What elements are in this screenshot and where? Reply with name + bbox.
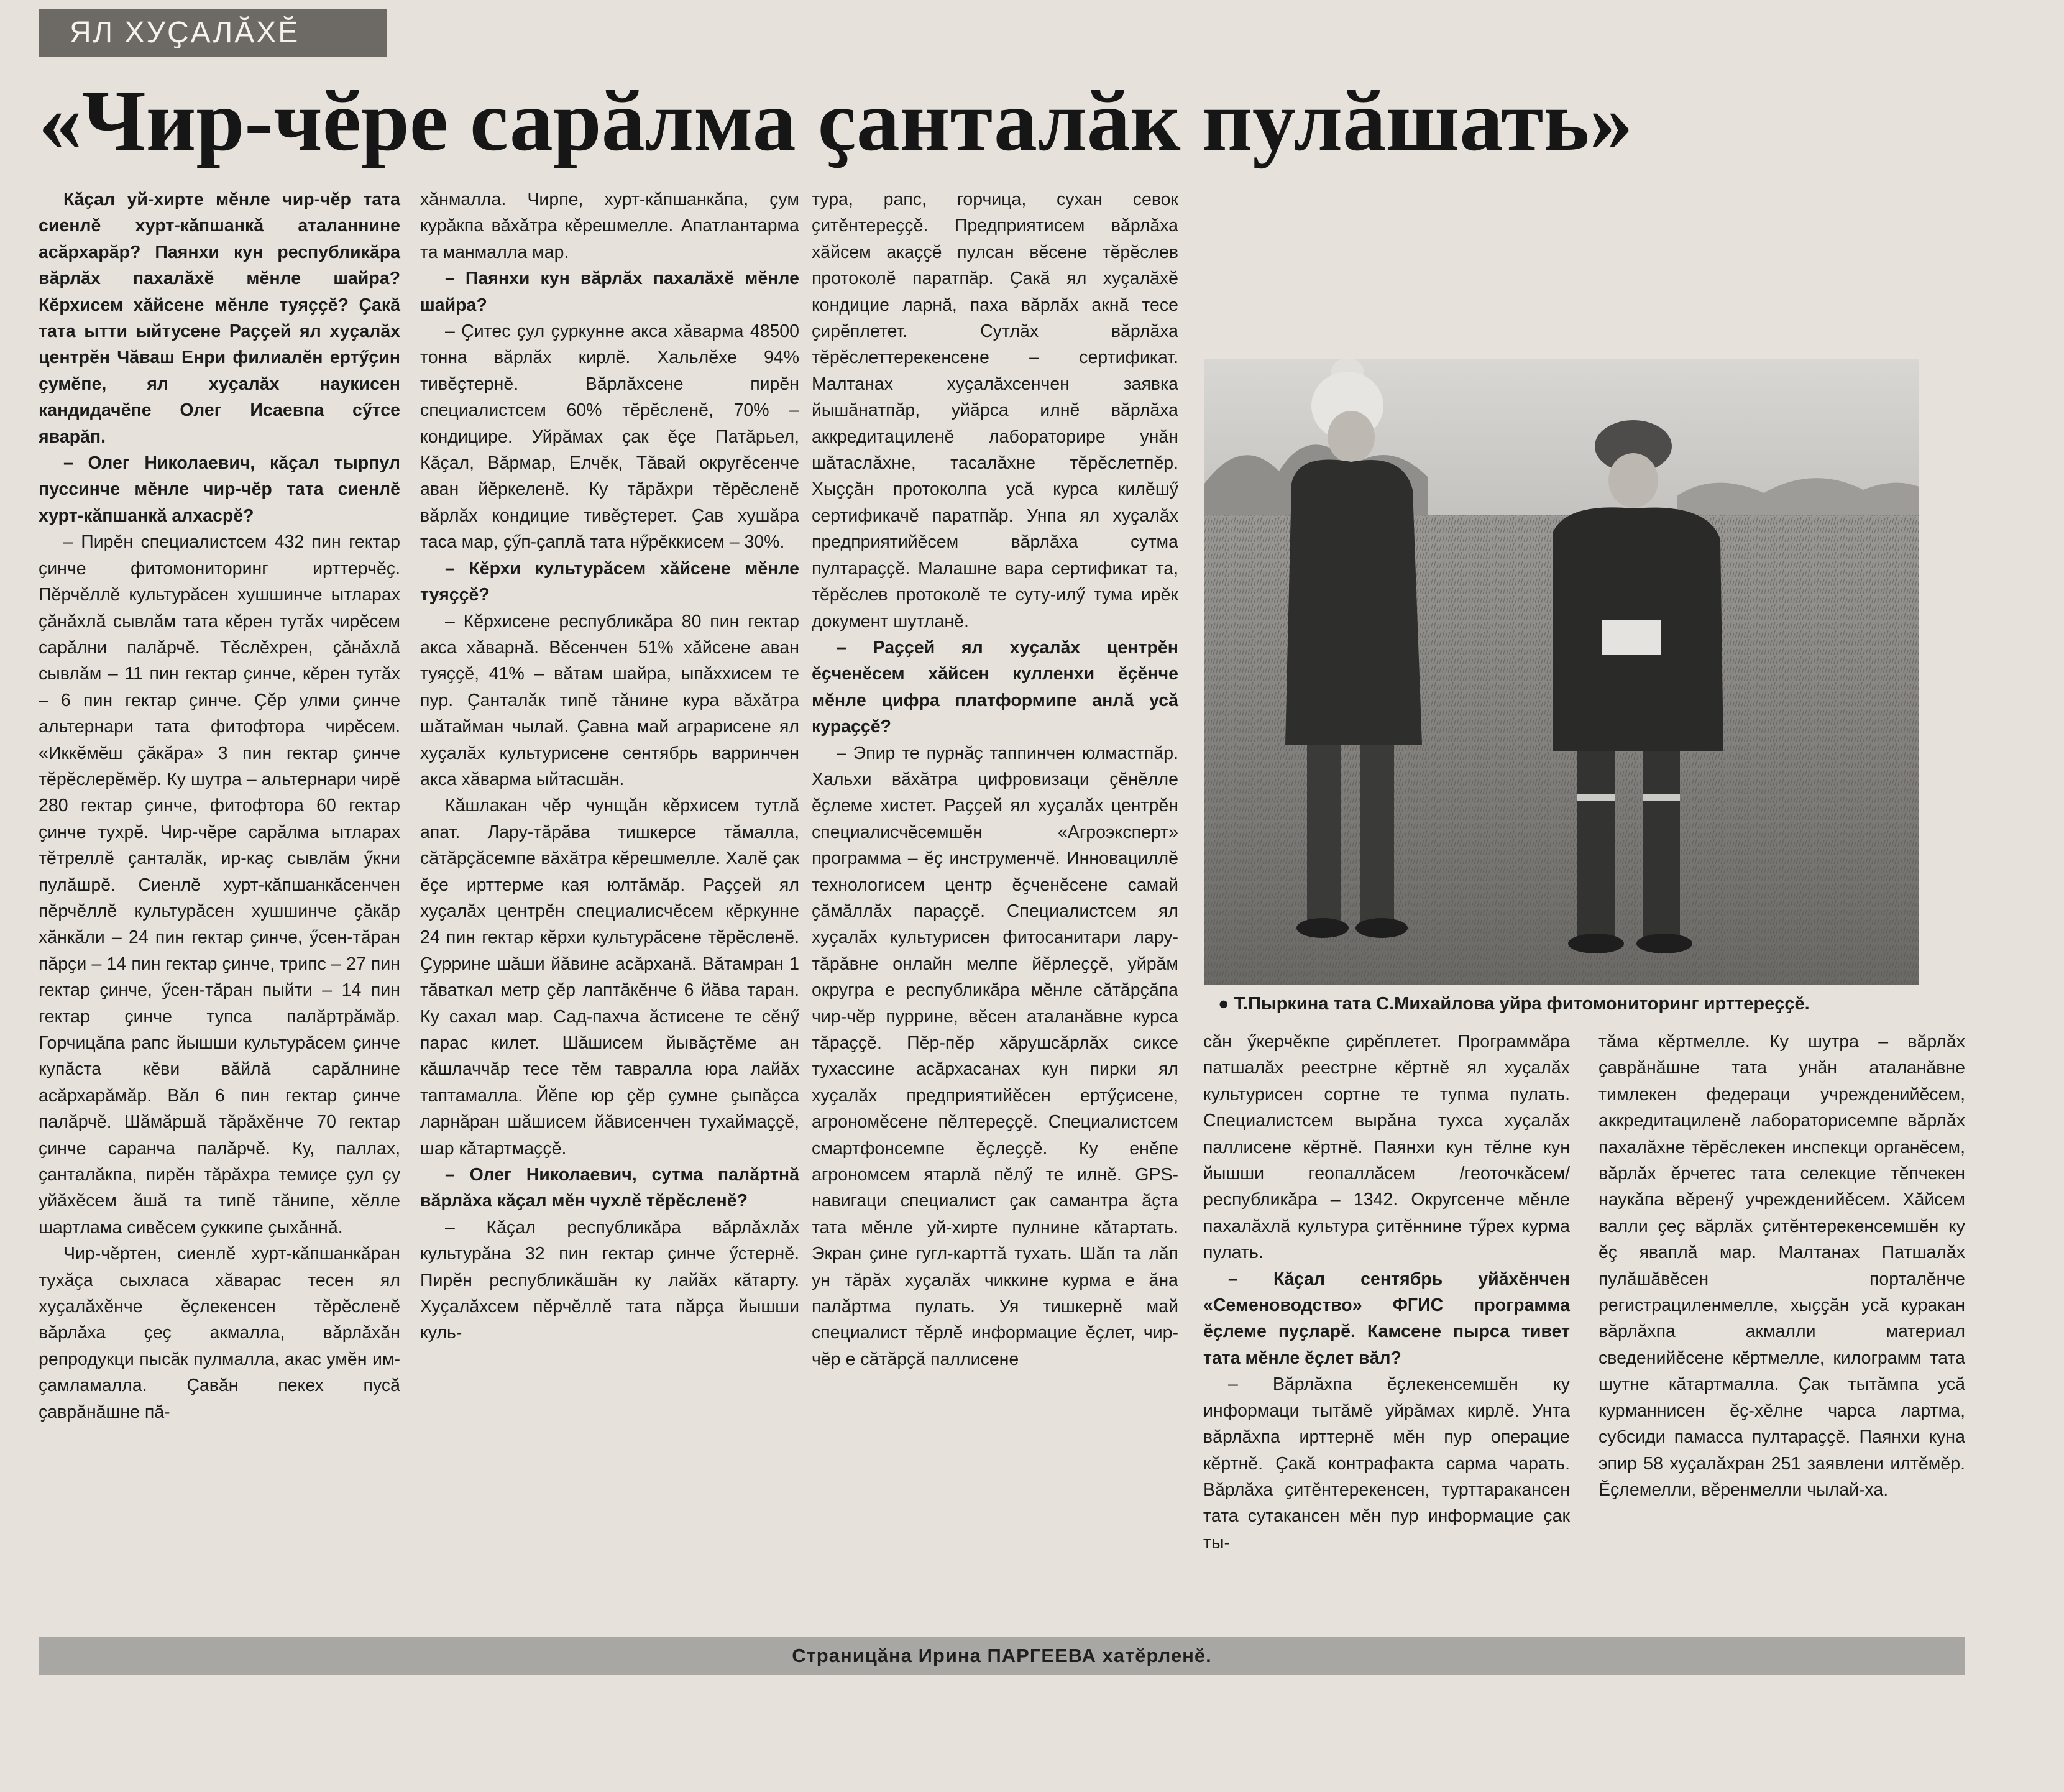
paragraph: – Пирӗн специалистсем 432 пин гектар ҫинче фитомониторинг ирттерчӗҫ. Пӗрчӗллӗ культурӑсен хушшинче ытларах ҫӑнӑхлӑ сывлӑм тата кӗрен тутӑх чирӗсем сарӑлни палӑрчӗ. Тӗслӗхрен, ҫӑнӑхлӑ сывлӑм – 11 пин гектар ҫинче, кӗрен тутӑх – 6 пин гектар ҫинче. Ҫӗр улми ҫинче альтернари тата фитофтора чирӗсем. «Иккӗмӗш ҫӑкӑра» 3 пин гектар ҫинче тӗрӗслерӗмӗр. Ку шутра – альтернари чирӗ 280 гектар ҫинче, фитофтора 60 гектар ҫинче тухрӗ. Чир-чӗре сарӑлма ытларах тӗтреллӗ ҫанталӑк, ир-каҫ сывлӑм ӳкни пулӑшрӗ. Сиенлӗ хурт-кӑпшанкӑсенчен пӗрчӗллӗ культурӑсен хушшинче ҫӑкӑр хӑнкӑли – 24 пин гектар ҫинче, ӳсен-тӑран пӑрҫи – 14 пин гектар ҫинче, трипс – 27 пин гектар ҫинче, ӳсен-тӑран пыйти – 14 пин гектар ҫинче тупса палӑртрӑмӑр. Горчицӑпа рапс йышши культурӑсем ҫинче купӑста кӗви вӑйлӑ сарӑлнине асӑрхарӑмӑр. Вӑл 6 пин гектар ҫинче палӑрчӗ. Шӑмӑршӑ тӑрӑхӗнче 70 гектар ҫинче саранча палӑрчӗ. Ку, паллах, ҫанталӑкпа, пирӗн тӑрӑхра темиҫе ҫул ҫу уйӑхӗсем ӑшӑ та типӗ тӑнипе, хӗлле шартлама сивӗсем ҫуккипе ҫыхӑннӑ. [39, 532, 400, 1238]
interview-question: – Кӑҫал сентябрь уйӑхӗнчен «Семеноводство» ФГИС программа ӗҫлеме пуҫларӗ. Камсене пырса тивет тата мӗнле ӗҫлет вӑл? [1203, 1269, 1570, 1368]
paragraph: Чир-чӗртен, сиенлӗ хурт-кӑпшанкӑран тухӑҫа сыхласа хӑварас тесен ял хуҫалӑхӗнче ӗҫлекенсен тӗрӗсленӗ вӑрлӑха ҫеҫ акмалла, вӑрлӑхӑн репродукци пысӑк пулмалла, акас умӗн им-ҫамламалла. Ҫавӑн пекех пусӑ ҫаврӑнӑшне пӑ- [39, 1244, 400, 1422]
interview-question: – Раҫҫей ял хуҫалӑх центрӗн ӗҫченӗсем хӑйсен кулленхи ӗҫӗнче мӗнле цифра платформипе анлӑ усӑ кураҫҫӗ? [812, 637, 1178, 737]
paragraph: тӑма кӗртмелле. Ку шутра – вӑрлӑх ҫаврӑнӑшне тата унӑн аталанӑвне тимлекен федераци учрежденийӗсем, аккредитациленӗ лабораторисемпе вӑрлӑх пахалӑхне тӗрӗслекен инспекци органӗсем, вӑрлӑх ӗрчетес тата селекцие тӗпчекен наукӑпа вӗренӳ учрежденийӗсем. Хӑйсем валли ҫеҫ вӑрлӑх ҫитӗнтерекенсемшӗн ку ӗҫ яваплӑ мар. Малтанах Патшалӑх пулӑшӑвӗсен порталӗнче регистрациленмелле, хыҫҫӑн усӑ куракан вӑрлӑхпа акмалли материал сведенийӗсене кӗртмелле, килограмм тата шутне кӑтартмалла. Ҫак тытӑмпа усӑ курманнисен ӗҫ-хӗлне чарса лартма, субсиди памасса пултараҫҫӗ. Паянхи куна эпир 58 хуҫалӑхран 251 заявлени илтӗмӗр. Ӗҫлемелли, вӗренмелли чылай-ха. [1598, 1032, 1965, 1500]
paragraph: – Кӗрхисене республикӑра 80 пин гектар акса хӑварнӑ. Вӗсенчен 51% хӑйсене аван туяҫҫӗ, 41% – вӑтам шайра, ыпӑххисем те пур. Ҫанталӑк типӗ тӑнине кура вӑхӑтра шӑтайман чылай. Ҫавна май аграрисене ял хуҫалӑх культурисене сентябрь варринчен акса хӑварма ыйтасшӑн. [420, 611, 799, 789]
paragraph: – Кӑҫал республикӑра вӑрлӑхлӑх культурӑна 32 пин гектар ҫинче ӳстернӗ. Пирӗн республикӑшӑн ку лайӑх кӑтарту. Хуҫалӑхсем пӗрчӗллӗ тата пӑрҫа йышши куль- [420, 1217, 799, 1343]
interview-question: – Олег Николаевич, кӑҫал тырпул пуссинче мӗнле чир-чӗр тата сиенлӗ хурт-кӑпшанкӑ алхасрӗ? [39, 453, 400, 526]
interview-question: – Олег Николаевич, сутма палӑртнӑ вӑрлӑха кӑҫал мӗн чухлӗ тӗрӗсленӗ? [420, 1165, 799, 1211]
paragraph: – Ҫитес ҫул ҫуркунне акса хӑварма 48500 тонна вӑрлӑх кирлӗ. Хальлӗхе 94% тивӗҫтернӗ. Вӑрлӑхсене пирӗн специалистсем 60% тӗрӗсленӗ, 70% – кондицире. Уйрӑмах ҫак ӗҫе Патӑрьел, Кӑҫал, Вӑрмар, Елчӗк, Тӑвай округӗсенче аван йӗркеленӗ. Ку тӑрӑхри тӗрӗсленӗ вӑрлӑх кондицие тивӗҫтерет. Ҫав хушӑра таса мар, ҫӳп-ҫаплӑ тата нӳрӗккисем – 30%. [420, 321, 799, 553]
paragraph: сӑн ӳкерчӗкпе ҫирӗплетет. Программӑра патшалӑх реестрне кӗртнӗ ял хуҫалӑх культурисен сортне те тупма пулать. Специалистсем вырӑна тухса хуҫалӑх паллисене кӗртнӗ. Паянхи кун тӗлне кун йышши геопаллӑсем /геоточкӑсем/ республикӑра – 1342. Округсенче мӗнле пахалӑхлӑ культура ҫитӗннине тӳрех курма пулать. [1203, 1032, 1570, 1263]
paragraph: Кӑшлакан чӗр чунщӑн кӗрхисем тутлӑ апат. Лару-тӑрӑва тишкерсе тӑмалла, сӑтӑрҫӑсемпе вӑхӑтра кӗрешмелле. Халӗ ҫак ӗҫе ирттерме кая юлтӑмӑр. Раҫҫей ял хуҫалӑх центрӗн специалисчӗсем кӗркунне 24 пин гектар кӗрхи культурӑсене тӗрӗсленӗ. Ҫуррине шӑши йӑвине асӑрханӑ. Вӑтамран 1 тӑваткал метр ҫӗр лаптӑкӗнче 6 йӑва таран. Ку сахал мар. Сад-пахча ӑстисене те сӗнӳ парас килет. Шӑшисем йывӑҫтӗме ан кӑшлаччӑр тесе тӗм тавралла юра лайӑх таптамалла. Йӗпе юр ҫӗр ҫумне ҫыпӑҫса ларнӑран шӑшисем йӑвисенчен тухаймаҫҫӗ, шар кӑтартмаҫҫӗ. [420, 796, 799, 1159]
article-headline: «Чир-чӗре сарӑлма ҫанталӑк пулӑшать» [39, 73, 1633, 169]
article-column-5 [1598, 1029, 1965, 1503]
article-column-2 [420, 186, 799, 1346]
photo-field-inspection-icon [1204, 359, 1919, 985]
paragraph: тура, рапс, горчица, сухан севок ҫитӗнтереҫҫӗ. Предприятисем вӑрлӑха хӑйсем акаҫҫӗ пулсан вӗсене тӗрӗслев протоколӗ паратпӑр. Ҫакӑ ял хуҫалӑхӗ кондицие ларнӑ, паха вӑрлӑх акнӑ тесе ҫирӗплетет. Сутлӑх вӑрлӑха тӗрӗслеттерекенсене – сертификат. Малтанах хуҫалӑхсенчен заявка йышӑнатпӑр, уйӑрса илнӗ вӑрлӑха аккредитациленӗ лабораторире унӑн шӑтаслӑхне, тасалӑхне тӗрӗслетпӗр. Хыҫҫӑн протоколпа усӑ курса килӗшӳ сертификачӗ паратпӑр. Унпа ял хуҫалӑх предприятийӗсем вӑрлӑха сутма пултараҫҫӗ. Малашне вара сертификат та, тӗрӗслев протоколӗ те суту-илӳ тума ирӗк документ шутланӗ. [812, 190, 1178, 632]
page-credit: Страницӑна Ирина ПАРГЕЕВА хатӗрленӗ. [792, 1645, 1212, 1666]
article-lead: Кӑҫал уй-хирте мӗнле чир-чӗр тата сиенлӗ хурт-кӑпшанкӑ аталаннине асӑрхарӑр? Паянхи кун республикӑра вӑрлӑх пахалӑхӗ мӗнле шайра? Кӗрхисем хӑйсене мӗнле туяҫҫӗ? Ҫакӑ тата ытти ыйтусене Раҫҫей ял хуҫалӑх центрӗн Чӑваш Енри филиалӗн ертӳҫин ҫумӗпе, ял хуҫалӑх наукисен кандидачӗпе Олег Исаевпа сӳтсе яварӑп. [39, 190, 400, 447]
interview-question: – Кӗрхи культурӑсем хӑйсене мӗнле туяҫҫӗ? [420, 558, 799, 605]
section-rubric: ЯЛ ХУҪАЛӐХӖ [39, 9, 387, 57]
article-column-3 [812, 186, 1178, 1372]
article-photo [1204, 359, 1919, 985]
photo-caption: ● Т.Пыркина тата С.Михайлова уйра фитомониторинг ирттереҫҫӗ. [1218, 994, 1810, 1014]
interview-question: – Паянхи кун вӑрлӑх пахалӑхӗ мӗнле шайра? [420, 269, 799, 315]
article-column-4 [1203, 1029, 1570, 1556]
article-column-1 [39, 186, 400, 1425]
paragraph: – Вӑрлӑхпа ӗҫлекенсемшӗн ку информаци тытӑмӗ уйрӑмах кирлӗ. Унта вӑрлӑхпа ирттернӗ мӗн пур операцие кӗртнӗ. Ҫакӑ контрафакта сарма чарать. Вӑрлӑха ҫитӗнтерекенсен, турттаракансен тата сутакансен мӗн пур информацие ҫак ты- [1203, 1374, 1570, 1553]
paragraph: – Эпир те пурнӑҫ таппинчен юлмастпӑр. Хальхи вӑхӑтра цифровизаци ҫӗнӗлле ӗҫлеме хистет. Раҫҫей ял хуҫалӑх центрӗн специалисчӗсемшӗн «Агроэксперт» программа – ӗҫ инструменчӗ. Инновациллӗ технологисем центр ӗҫченӗсене самай ҫӑмӑллӑх параҫҫӗ. Специалистсем ял хуҫалӑх культурисен фитосанитари лару-тӑрӑвне онлайн мелпе йӗрлеҫҫӗ, уйрӑм округра е республикӑра мӗнле сӑтӑрҫӑпа чир-чӗр пуррине, вӗсен аталанӑвне курса тӑраҫҫӗ. Пӗр-пӗр хӑрушсӑрлӑх сиксе тухассине асӑрхасанах кун пирки ял хуҫалӑх предприятийӗсен ертӳҫисене, агрономӗсене пӗлтереҫҫӗ. Специалистсем смартфонсемпе ӗҫлеҫҫӗ. Ку енӗпе агрономсем ятарлӑ пӗлӳ те илнӗ. GPS-навигаци специалист ҫак самантра ӑҫта тата мӗнле уй-хирте пулнине кӑтартать. Экран ҫине гугл-карттӑ тухать. Шӑп та лӑп ун тӑрӑх хуҫалӑх чиккине курма е ӑна палӑртма пулать. Уя тишкернӗ май специалист тӗрлӗ информацие ӗҫлет, чир-чӗр е сӑтӑрҫӑ паллисене [812, 743, 1178, 1369]
paragraph: хӑнмалла. Чирпе, хурт-кӑпшанкӑпа, ҫум курӑкпа вӑхӑтра кӗрешмелле. Апатлантарма та манмалла мар. [420, 190, 799, 262]
